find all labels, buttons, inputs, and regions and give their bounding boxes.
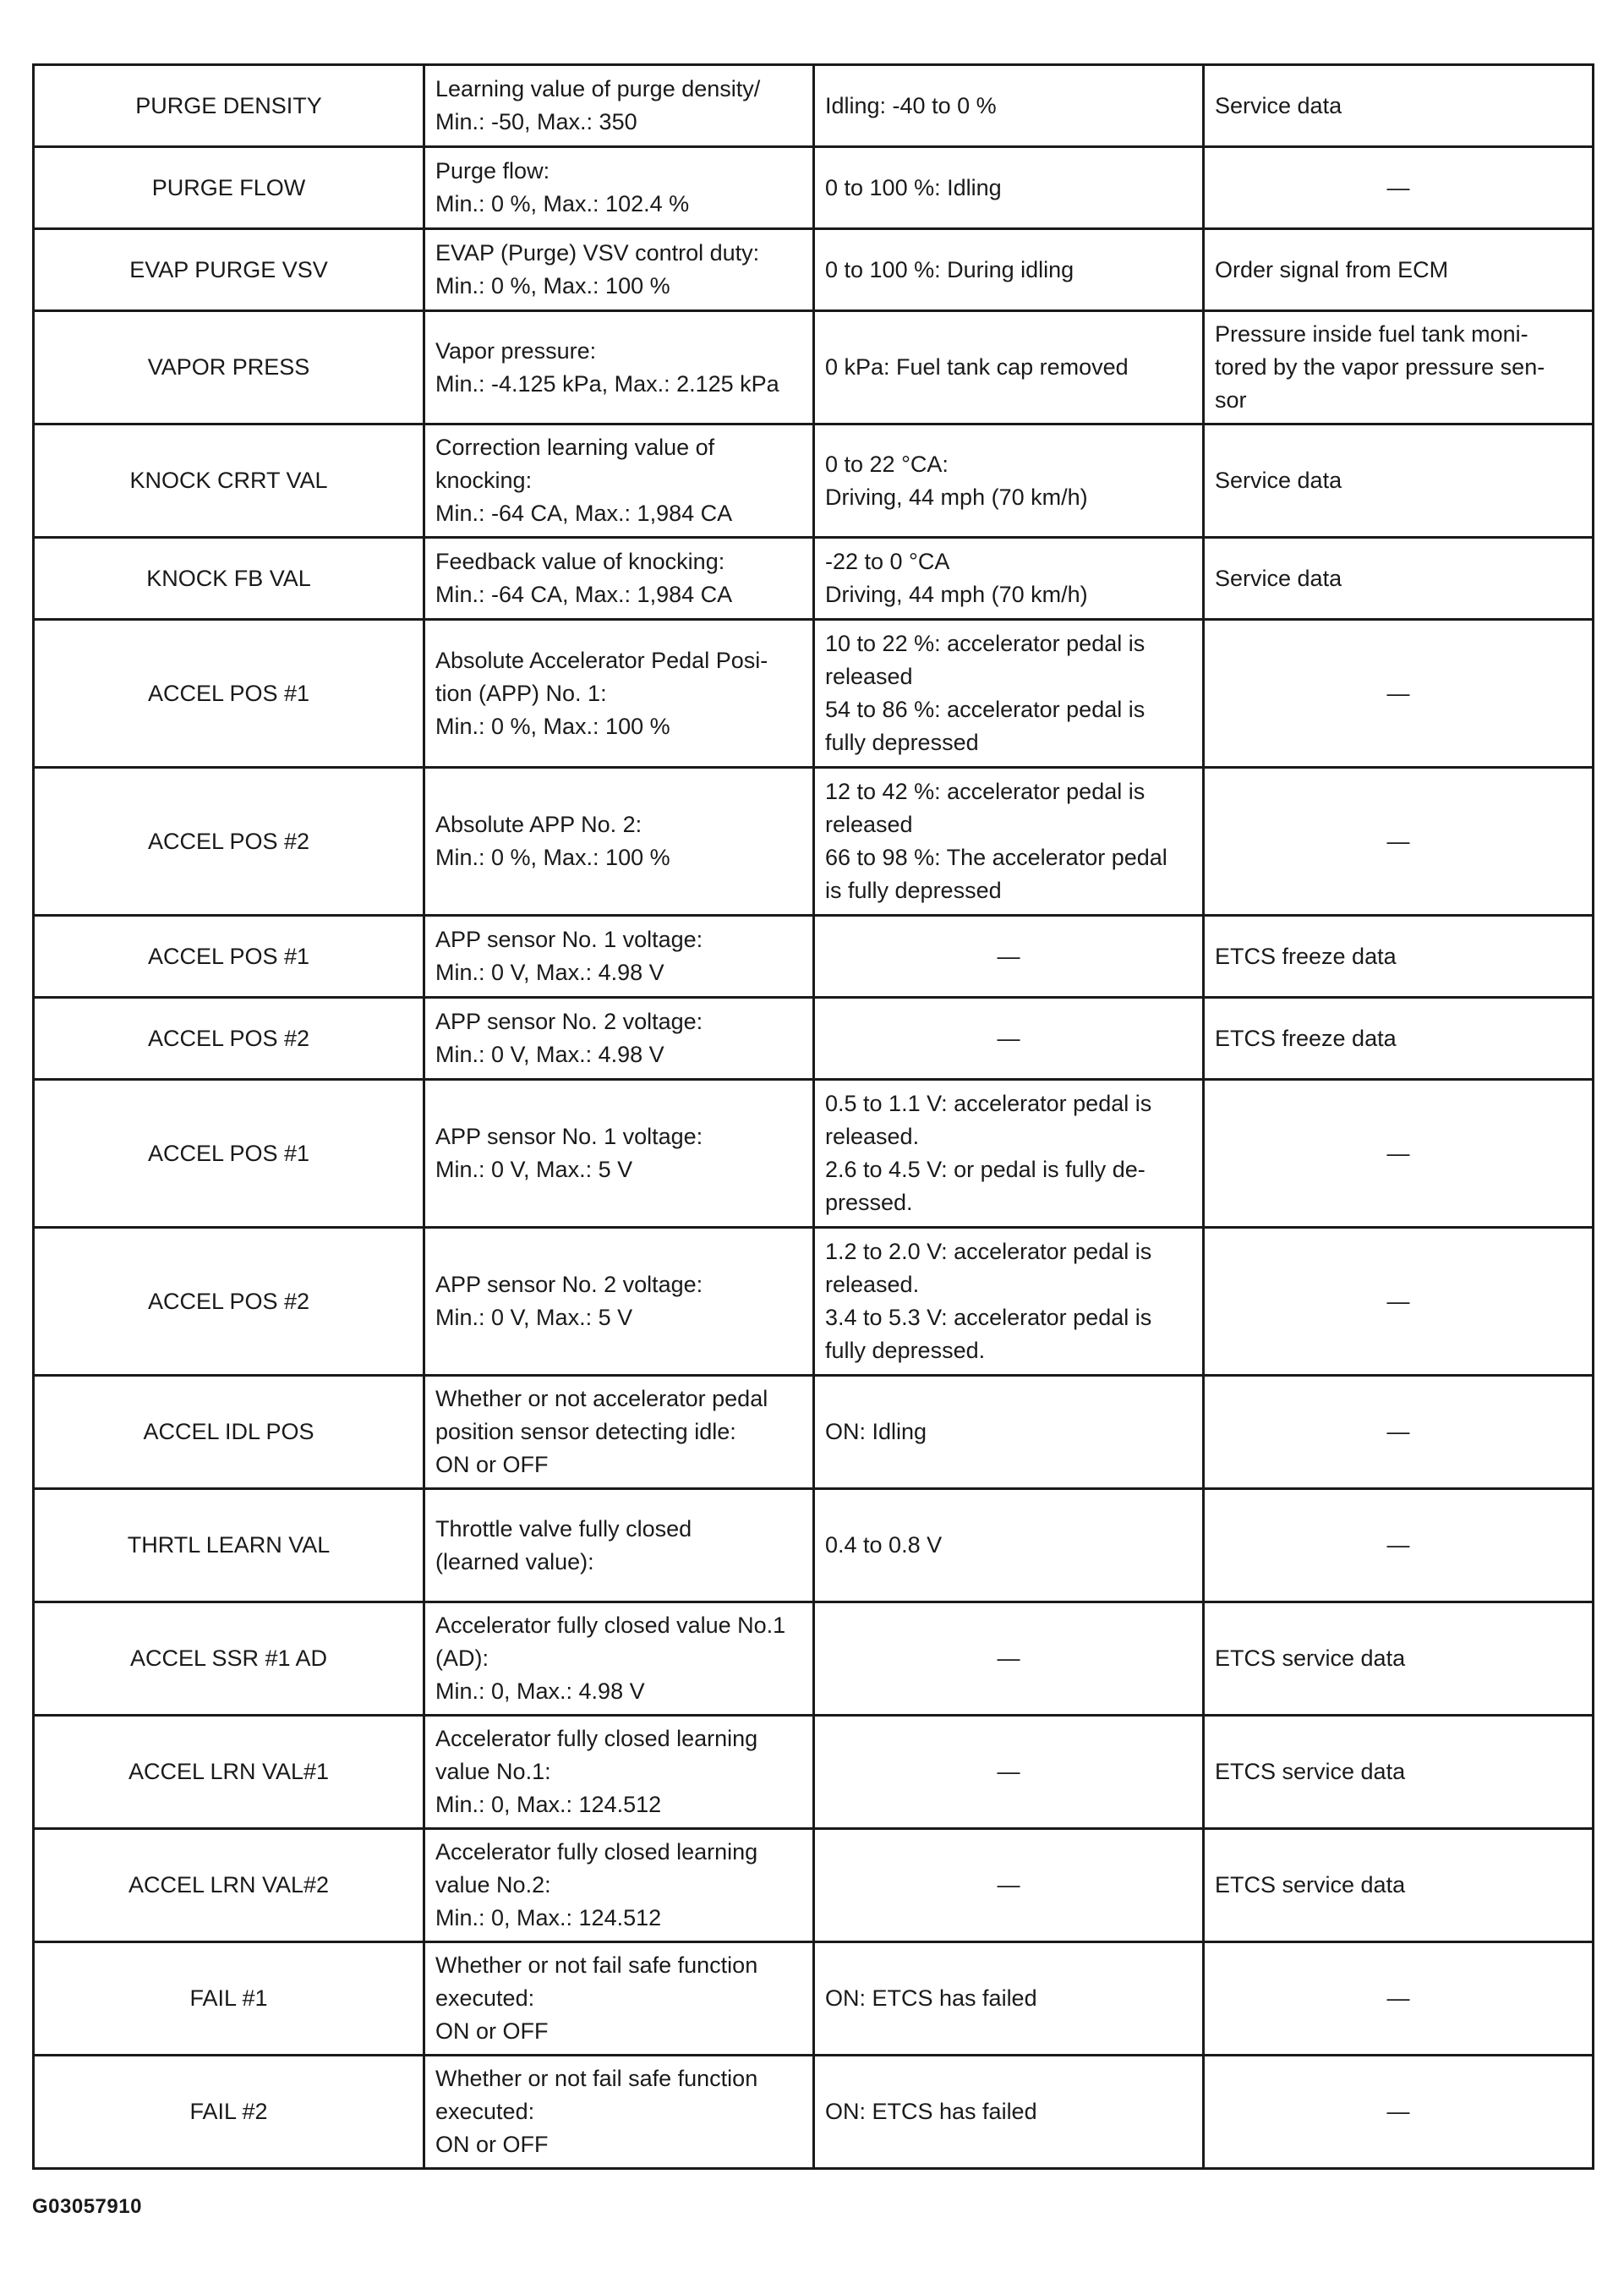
item-cell: KNOCK CRRT VAL: [34, 424, 424, 538]
normal-condition-cell: —: [814, 1716, 1204, 1829]
diagnostic-note-cell: —: [1204, 147, 1594, 229]
normal-condition-cell: 0 to 100 %: Idling: [814, 147, 1204, 229]
item-cell: FAIL #2: [34, 2056, 424, 2169]
diagnostic-note-cell: —: [1204, 1376, 1594, 1489]
normal-condition-cell: 0 kPa: Fuel tank cap removed: [814, 311, 1204, 424]
diagnostic-note-cell: Service data: [1204, 424, 1594, 538]
table-row: [34, 2056, 1594, 2169]
item-cell: VAPOR PRESS: [34, 311, 424, 424]
item-cell: ACCEL LRN VAL#2: [34, 1829, 424, 1942]
table-row: [34, 1376, 1594, 1489]
table-row: [34, 1602, 1594, 1716]
range-cell: Absolute Accelerator Pedal Posi- tion (APP) No. 1: Min.: 0 %, Max.: 100 %: [424, 620, 814, 768]
item-cell: FAIL #1: [34, 1942, 424, 2056]
diagnostic-note-cell: Service data: [1204, 538, 1594, 620]
item-cell: ACCEL LRN VAL#1: [34, 1716, 424, 1829]
item-cell: ACCEL POS #1: [34, 620, 424, 768]
range-cell: Whether or not accelerator pedal position sensor detecting idle: ON or OFF: [424, 1376, 814, 1489]
normal-condition-cell: 0.4 to 0.8 V: [814, 1489, 1204, 1602]
item-cell: ACCEL POS #1: [34, 1080, 424, 1228]
diagnostic-note-cell: —: [1204, 1489, 1594, 1602]
range-cell: APP sensor No. 2 voltage: Min.: 0 V, Max.: 4.98 V: [424, 998, 814, 1080]
item-cell: ACCEL IDL POS: [34, 1376, 424, 1489]
diagnostic-note-cell: Pressure inside fuel tank moni- tored by the vapor pressure sen- sor: [1204, 311, 1594, 424]
range-cell: Whether or not fail safe function executed: ON or OFF: [424, 2056, 814, 2169]
item-cell: THRTL LEARN VAL: [34, 1489, 424, 1602]
table-row: [34, 311, 1594, 424]
item-cell: PURGE DENSITY: [34, 65, 424, 147]
normal-condition-cell: 12 to 42 %: accelerator pedal is released 66 to 98 %: The accelerator pedal is fully depressed: [814, 768, 1204, 916]
diagnostic-note-cell: ETCS freeze data: [1204, 998, 1594, 1080]
range-cell: EVAP (Purge) VSV control duty: Min.: 0 %, Max.: 100 %: [424, 229, 814, 311]
diagnostic-note-cell: ETCS service data: [1204, 1829, 1594, 1942]
normal-condition-cell: 0.5 to 1.1 V: accelerator pedal is released. 2.6 to 4.5 V: or pedal is fully de- pressed.: [814, 1080, 1204, 1228]
table-row: [34, 424, 1594, 538]
table-row: [34, 620, 1594, 768]
normal-condition-cell: Idling: -40 to 0 %: [814, 65, 1204, 147]
item-cell: EVAP PURGE VSV: [34, 229, 424, 311]
table-row: [34, 1716, 1594, 1829]
table-row: [34, 538, 1594, 620]
diagnostic-note-cell: ETCS service data: [1204, 1602, 1594, 1716]
item-cell: ACCEL POS #2: [34, 768, 424, 916]
normal-condition-cell: 0 to 22 °CA: Driving, 44 mph (70 km/h): [814, 424, 1204, 538]
table-row: [34, 1228, 1594, 1376]
table-row: [34, 768, 1594, 916]
diagnostic-note-cell: Order signal from ECM: [1204, 229, 1594, 311]
range-cell: Vapor pressure: Min.: -4.125 kPa, Max.: 2.125 kPa: [424, 311, 814, 424]
table-row: [34, 998, 1594, 1080]
data-list-table-container: [32, 63, 1592, 2170]
range-cell: Absolute APP No. 2: Min.: 0 %, Max.: 100 %: [424, 768, 814, 916]
item-cell: ACCEL POS #1: [34, 916, 424, 998]
normal-condition-cell: ON: Idling: [814, 1376, 1204, 1489]
range-cell: APP sensor No. 2 voltage: Min.: 0 V, Max.: 5 V: [424, 1228, 814, 1376]
range-cell: Purge flow: Min.: 0 %, Max.: 102.4 %: [424, 147, 814, 229]
table-row: [34, 65, 1594, 147]
normal-condition-cell: —: [814, 916, 1204, 998]
range-cell: Learning value of purge density/ Min.: -50, Max.: 350: [424, 65, 814, 147]
normal-condition-cell: 0 to 100 %: During idling: [814, 229, 1204, 311]
item-cell: KNOCK FB VAL: [34, 538, 424, 620]
diagnostic-note-cell: ETCS service data: [1204, 1716, 1594, 1829]
table-row: [34, 147, 1594, 229]
normal-condition-cell: ON: ETCS has failed: [814, 1942, 1204, 2056]
diagnostic-note-cell: ETCS freeze data: [1204, 916, 1594, 998]
item-cell: PURGE FLOW: [34, 147, 424, 229]
table-row: [34, 1829, 1594, 1942]
table-row: [34, 1080, 1594, 1228]
table-row: [34, 916, 1594, 998]
normal-condition-cell: 10 to 22 %: accelerator pedal is released 54 to 86 %: accelerator pedal is fully depressed: [814, 620, 1204, 768]
normal-condition-cell: —: [814, 998, 1204, 1080]
diagnostic-note-cell: —: [1204, 620, 1594, 768]
range-cell: Accelerator fully closed learning value No.2: Min.: 0, Max.: 124.512: [424, 1829, 814, 1942]
table-body: [34, 65, 1594, 2169]
range-cell: APP sensor No. 1 voltage: Min.: 0 V, Max.: 4.98 V: [424, 916, 814, 998]
range-cell: Accelerator fully closed value No.1 (AD): Min.: 0, Max.: 4.98 V: [424, 1602, 814, 1716]
range-cell: Throttle valve fully closed (learned value):: [424, 1489, 814, 1602]
normal-condition-cell: 1.2 to 2.0 V: accelerator pedal is released. 3.4 to 5.3 V: accelerator pedal is fully depressed.: [814, 1228, 1204, 1376]
table-row: [34, 1942, 1594, 2056]
range-cell: Correction learning value of knocking: Min.: -64 CA, Max.: 1,984 CA: [424, 424, 814, 538]
normal-condition-cell: ON: ETCS has failed: [814, 2056, 1204, 2169]
diagnostic-note-cell: —: [1204, 2056, 1594, 2169]
range-cell: Accelerator fully closed learning value No.1: Min.: 0, Max.: 124.512: [424, 1716, 814, 1829]
normal-condition-cell: —: [814, 1829, 1204, 1942]
normal-condition-cell: —: [814, 1602, 1204, 1716]
table-row: [34, 1489, 1594, 1602]
table-row: [34, 229, 1594, 311]
item-cell: ACCEL POS #2: [34, 1228, 424, 1376]
diagnostic-note-cell: Service data: [1204, 65, 1594, 147]
range-cell: APP sensor No. 1 voltage: Min.: 0 V, Max.: 5 V: [424, 1080, 814, 1228]
range-cell: Feedback value of knocking: Min.: -64 CA, Max.: 1,984 CA: [424, 538, 814, 620]
diagnostic-note-cell: —: [1204, 768, 1594, 916]
normal-condition-cell: -22 to 0 °CA Driving, 44 mph (70 km/h): [814, 538, 1204, 620]
diagnostic-note-cell: —: [1204, 1942, 1594, 2056]
data-list-table: [32, 63, 1594, 2170]
diagnostic-note-cell: —: [1204, 1080, 1594, 1228]
item-cell: ACCEL SSR #1 AD: [34, 1602, 424, 1716]
diagnostic-note-cell: —: [1204, 1228, 1594, 1376]
figure-code: G03057910: [32, 2195, 142, 2218]
range-cell: Whether or not fail safe function executed: ON or OFF: [424, 1942, 814, 2056]
item-cell: ACCEL POS #2: [34, 998, 424, 1080]
